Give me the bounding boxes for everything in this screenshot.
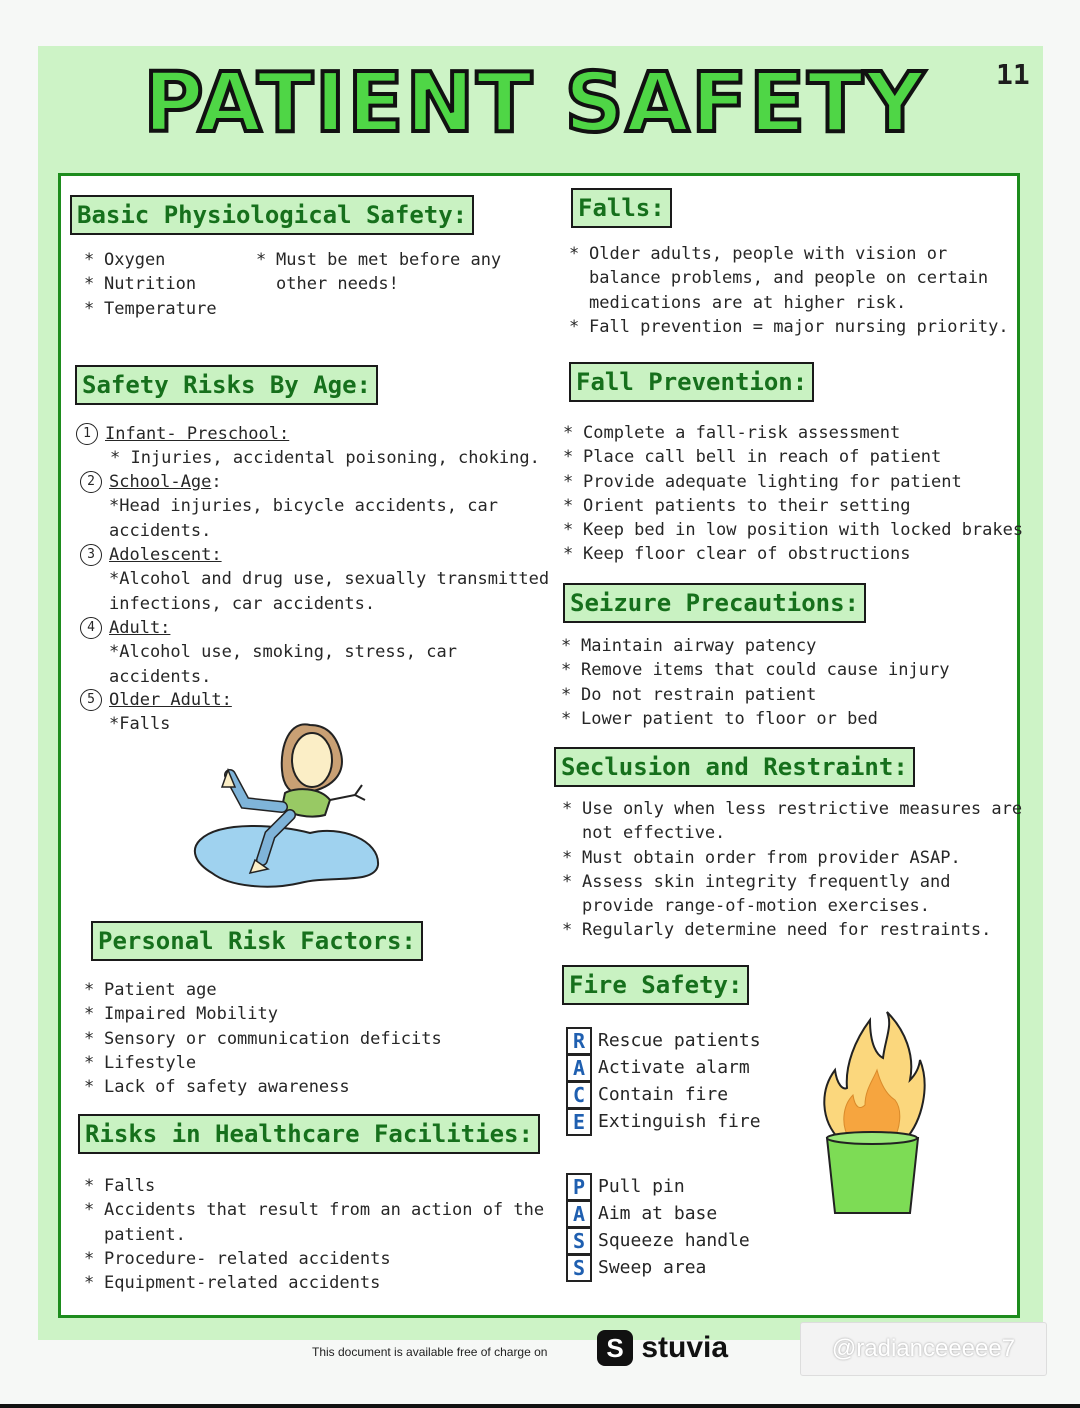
list-item: * Keep floor clear of obstructions — [563, 544, 911, 565]
list-item: * Must obtain order from provider ASAP. — [562, 847, 961, 868]
list-item: * Assess skin integrity frequently and — [562, 871, 951, 892]
basic-safety-note: * Must be met before any other needs! — [256, 250, 502, 295]
pass-item: S Sweep area — [566, 1254, 750, 1281]
list-item: * Orient patients to their setting — [563, 495, 911, 516]
list-item: * Accidents that result from an action of the — [84, 1200, 545, 1221]
list-item: * Maintain airway patency — [561, 636, 817, 656]
page-title: PATIENT SAFETY — [143, 56, 927, 151]
stuvia-logo-icon: S — [597, 1330, 633, 1366]
fire-safety-header: Fire Safety: — [562, 965, 749, 1005]
pass-acronym — [566, 1173, 750, 1281]
watermark: @radianceeeee7 — [800, 1322, 1047, 1376]
list-item: * Place call bell in reach of patient — [563, 447, 942, 468]
race-item: C Contain fire — [566, 1081, 761, 1108]
race-acronym — [566, 1027, 761, 1135]
pass-item: A Aim at base — [566, 1200, 750, 1227]
personal-risk-header: Personal Risk Factors: — [91, 921, 423, 961]
race-item: R Rescue patients — [566, 1027, 761, 1054]
fall-prevention-list — [563, 421, 1023, 567]
seizure-precautions-header: Seizure Precautions: — [563, 583, 866, 623]
page-number: 11 — [996, 58, 1030, 91]
bottom-bar — [0, 1404, 1080, 1408]
race-item: E Extinguish fire — [566, 1108, 761, 1135]
risks-by-age-header: Safety Risks By Age: — [75, 365, 378, 405]
list-item: * Keep bed in low position with locked brakes — [563, 520, 1024, 541]
list-item: * Procedure- related accidents — [84, 1248, 391, 1269]
footer-text: This document is available free of charge on — [312, 1345, 548, 1359]
list-item: * Sensory or communication deficits — [84, 1028, 442, 1049]
falls-header: Falls: — [571, 188, 672, 228]
basic-safety-list — [84, 248, 217, 321]
race-item: A Activate alarm — [566, 1054, 761, 1081]
list-item: * Temperature — [84, 298, 217, 319]
list-item-continued: not effective. — [582, 823, 726, 844]
age-group-school: 2 School-Age: *Head injuries, bicycle accidents, car accidents. — [80, 470, 498, 543]
list-item: * Falls — [84, 1176, 156, 1196]
list-item: * Patient age — [84, 980, 217, 1000]
pass-item: S Squeeze handle — [566, 1227, 750, 1254]
list-item: * Lifestyle — [84, 1052, 197, 1073]
list-item: * Lower patient to floor or bed — [561, 708, 878, 729]
brand-name: stuvia — [641, 1331, 729, 1364]
list-item: * Nutrition — [84, 274, 197, 295]
list-item: * Complete a fall-risk assessment — [563, 423, 901, 443]
list-item: * Impaired Mobility — [84, 1004, 278, 1025]
list-item: * Remove items that could cause injury — [561, 660, 950, 681]
age-group-adolescent: 3 Adolescent: *Alcohol and drug use, sexually transmitted infections, car accidents. — [80, 543, 549, 616]
personal-risk-list — [84, 978, 442, 1099]
pass-item: P Pull pin — [566, 1173, 750, 1200]
basic-safety-header: Basic Physiological Safety: — [70, 195, 474, 235]
list-item-continued: provide range-of-motion exercises. — [582, 896, 930, 917]
list-item-continued: patient. — [104, 1224, 186, 1245]
age-group-older-adult: 5 Older Adult: *Falls — [80, 688, 232, 737]
fall-prevention-header: Fall Prevention: — [569, 362, 814, 402]
age-group-adult: 4 Adult: *Alcohol use, smoking, stress, car accidents. — [80, 616, 457, 689]
seizure-precautions-list — [561, 634, 949, 731]
age-group-infant: 1 Infant- Preschool: * Injuries, accidental poisoning, choking. — [76, 422, 540, 471]
falling-person-illustration — [190, 715, 390, 895]
healthcare-risks-header: Risks in Healthcare Facilities: — [78, 1114, 540, 1154]
list-item: * Regularly determine need for restraints. — [562, 920, 992, 941]
brand-logo[interactable] — [597, 1330, 728, 1366]
seclusion-restraint-list — [562, 797, 1022, 943]
burning-bin-illustration — [815, 1010, 930, 1215]
list-item: * Equipment-related accidents — [84, 1273, 381, 1294]
seclusion-restraint-header: Seclusion and Restraint: — [554, 747, 915, 787]
list-item: * Do not restrain patient — [561, 684, 817, 705]
list-item: * Provide adequate lighting for patient — [563, 471, 962, 492]
list-item: * Use only when less restrictive measures are — [562, 799, 1023, 819]
healthcare-risks-list — [84, 1174, 544, 1295]
list-item: * Oxygen — [84, 250, 166, 270]
list-item: * Lack of safety awareness — [84, 1077, 350, 1098]
falls-list: * Older adults, people with vision or balance problems, and people on certain medications are at higher risk. * Fall prevention = major nursing priority. — [569, 244, 1009, 337]
